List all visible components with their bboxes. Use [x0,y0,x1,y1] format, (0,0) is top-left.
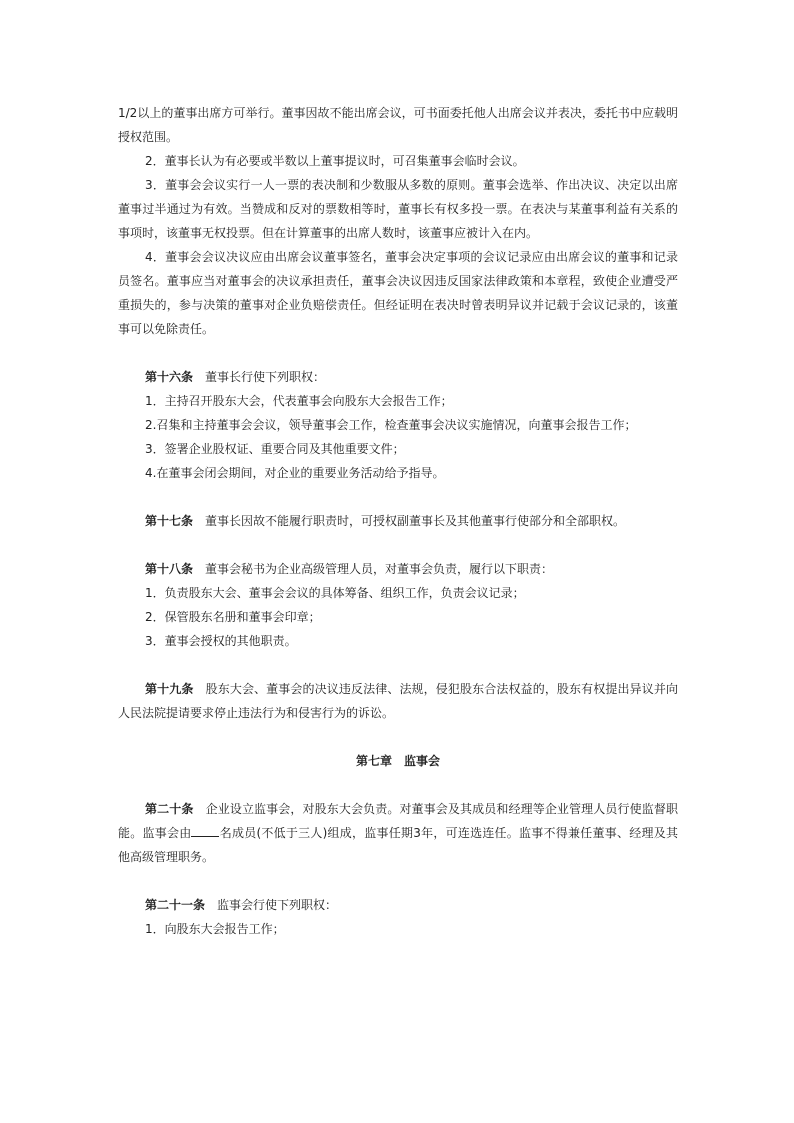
article-16-item-4: 4.在董事会闭会期间，对企业的重要业务活动给予指导。 [145,466,445,480]
fill-in-blank [191,823,219,837]
chapter-7-heading: 第七章 监事会 [355,754,440,768]
article-18 [118,557,678,581]
article-20-text-1: 企业设立监事会，对股东大会负责。对董事会及其成员和经理等企业管理人员行使监督职能。监事会由 [118,802,678,840]
spacer [118,485,678,509]
article-19 [118,677,678,725]
article-17 [118,509,678,533]
article-17-text: 董事长因故不能履行职责时，可授权副董事长及其他董事行使部分和全部职权。 [205,514,626,528]
spacer [118,341,678,365]
article-16-text: 董事长行使下列职权： [205,370,326,384]
article-20-text-2: 名成员(不低于三人)组成，监事任期3年，可连选连任。监事不得兼任董事、经理及其他高级管理职务。 [118,826,678,864]
article-21-title: 第二十一条 [145,898,206,912]
article-21 [118,893,678,917]
article-18-item-1: 1．负责股东大会、董事会会议的具体筹备、组织工作，负责会议记录； [145,586,525,600]
spacer [118,725,678,749]
article-21-item-1: 1．向股东大会报告工作； [145,922,285,936]
continuation-paragraph: 1/2以上的董事出席方可举行。董事因故不能出席会议，可书面委托他人出席会议并表决，委托书中应载明授权范围。 [118,106,678,144]
spacer [118,653,678,677]
clause-3: 3．董事会会议实行一人一票的表决制和少数服从多数的原则。董事会选举、作出决议、决定以出席董事过半通过为有效。当赞成和反对的票数相等时，董事长有权多投一票。在表决与某董事利益有关系的事项时，该董事无权投票。但在计算董事的出席人数时，该董事应被计入在内。 [118,178,678,240]
spacer [118,533,678,557]
clause-2: 2．董事长认为有必要或半数以上董事提议时，可召集董事会临时会议。 [145,154,525,168]
article-16-item-1: 1．主持召开股东大会，代表董事会向股东大会报告工作； [145,394,453,408]
article-19-text: 股东大会、董事会的决议违反法律、法规，侵犯股东合法权益的，股东有权提出异议并向人民法院提请要求停止违法行为和侵害行为的诉讼。 [118,682,678,720]
article-20-title: 第二十条 [145,802,194,816]
document-body [118,101,678,941]
article-20 [118,797,678,869]
article-16-item-3: 3．签署企业股权证、重要合同及其他重要文件； [145,442,405,456]
article-21-text: 监事会行使下列职权： [217,898,338,912]
article-17-title: 第十七条 [145,514,194,528]
spacer [118,869,678,893]
clause-4: 4．董事会会议决议应由出席会议董事签名，董事会决定事项的会议记录应由出席会议的董事和记录员签名。董事应当对董事会的决议承担责任，董事会决议因违反国家法律政策和本章程，致使企业遭受严重损失的，参与决策的董事对企业负赔偿责任。但经证明在表决时曾表明异议并记载于会议记录的，该董事可以免除责任。 [118,250,678,336]
article-16-item-2: 2.召集和主持董事会会议，领导董事会工作，检查董事会决议实施情况，向董事会报告工作； [145,418,637,432]
article-16-title: 第十六条 [145,370,194,384]
spacer [118,773,678,797]
article-19-title: 第十九条 [145,682,194,696]
article-16 [118,365,678,389]
article-18-item-3: 3．董事会授权的其他职责。 [145,634,297,648]
article-18-item-2: 2．保管股东名册和董事会印章； [145,610,321,624]
article-18-title: 第十八条 [145,562,194,576]
article-18-text: 董事会秘书为企业高级管理人员，对董事会负责，履行以下职责： [205,562,554,576]
